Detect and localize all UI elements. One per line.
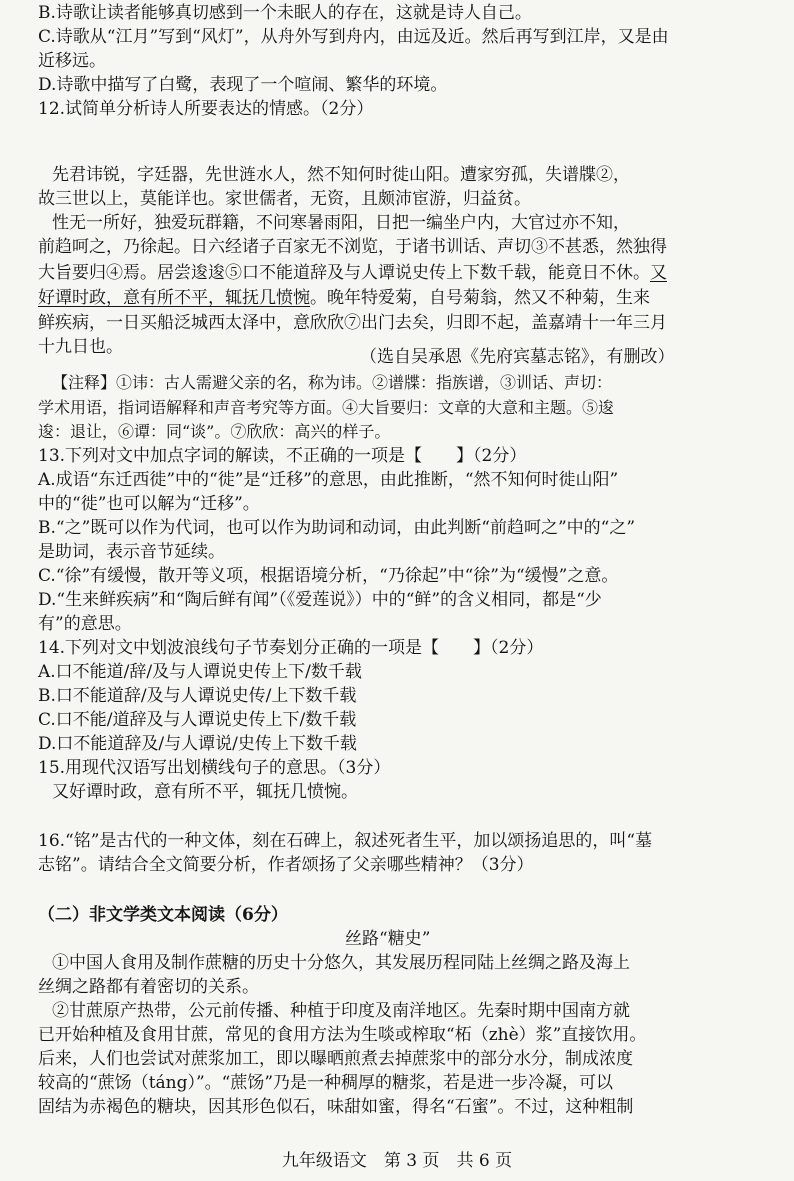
q11-option-d: D.诗歌中描写了白鹭，表现了一个喧闹、繁华的环境。	[38, 75, 448, 95]
passage-line: 鲜疾病，一日买船泛城西太泽中，意欣欣⑦出门去矣，归即不起，盖嘉靖十一年三月	[38, 313, 667, 333]
article-line: ②甘蔗原产热带，公元前传播、种植于印度及南洋地区。先秦时期中国南方就	[52, 1001, 630, 1021]
q15-sentence: 又好谭时政，意有所不平，辄抚几愤惋。	[52, 782, 358, 802]
q13-option-a-cont: 中的“徙”也可以解为“迁移”。	[38, 494, 260, 514]
question-14: 14.下列对文中划波浪线句子节奏划分正确的一项是【 】（2分）	[38, 638, 544, 658]
question-15: 15.用现代汉语写出划横线句子的意思。（3分）	[38, 758, 391, 778]
question-16-cont: 志铭”。请结合全文简要分析，作者颂扬了父亲哪些精神？（3分）	[38, 855, 534, 875]
article-line: 固结为赤褐色的糖块，因其形色似石，味甜如蜜，得名“石蜜”。不过，这种粗制	[38, 1097, 634, 1117]
q14-option-c: C.口不能/道辞及与人谭说史传上下/数千载	[38, 710, 357, 730]
q11-option-b: B.诗歌让读者能够真切感到一个未眠人的存在，这就是诗人自己。	[38, 3, 532, 23]
q13-option-d-cont: 有”的意思。	[38, 614, 132, 634]
q14-option-d: D.口不能道辞及/与人谭说/史传上下数千载	[38, 734, 357, 754]
q11-option-c: C.诗歌从“江月”写到“风灯”，从舟外写到舟内，由远及近。然后再写到江岸，又是由	[38, 27, 669, 47]
page-footer: 九年级语文 第 3 页 共 6 页	[281, 1151, 513, 1171]
section-heading: （二）非文学类文本阅读（6分）	[38, 905, 288, 925]
question-13: 13.下列对文中加点字词的解读，不正确的一项是【 】（2分）	[38, 446, 527, 466]
passage-line: 故三世以上，莫能详也。家世儒者，无资，且颇沛宦游，归益贫。	[38, 189, 531, 209]
article-line: ①中国人食用及制作蔗糖的历史十分悠久，其发展历程同陆上丝绸之路及海上	[52, 953, 630, 973]
passage-text: 大旨要归④焉。居尝逡逡⑤口不能道辞及与人谭说史传上下数千载，能竟日不休。	[38, 263, 650, 283]
q13-option-c: C.“徐”有缓慢，散开等义项，根据语境分析，“乃徐起”中“徐”为“缓慢”之意。	[38, 566, 619, 586]
q13-option-a: A.成语“东迁西徙”中的“徙”是“迁移”的意思，由此推断，“然不知何时徙山阳”	[38, 470, 619, 490]
passage-line: 先君讳锐，字廷器，先世涟水人，然不知何时徙山阳。遭家穷孤，失谱牒②，	[52, 165, 630, 185]
passage-line	[38, 287, 650, 309]
passage-line: 前趋呵之，乃徐起。日六经诸子百家无不浏览，于诸书训话、声切③不甚悉，然独得	[38, 237, 667, 257]
passage-line: 十九日也。	[38, 337, 123, 357]
article-title: 丝路“糖史”	[345, 929, 431, 949]
question-16: 16.“铭”是古代的一种文体，刻在石碑上，叙述死者生平，加以颂扬追思的，叫“墓	[38, 831, 653, 851]
q13-option-d: D.“生来鲜疾病”和“陶后鲜有闻”（《爱莲说》）中的“鲜”的含义相同，都是“少	[38, 590, 602, 610]
annotation-line: 逡：退让，⑥谭：同“谈”。⑦欣欣：高兴的样子。	[38, 422, 391, 441]
annotation-line: 学术用语，指词语解释和声音考究等方面。④大旨要归：文章的大意和主题。⑤逡	[38, 398, 615, 417]
passage-source: （选自吴承恩《先府宾墓志铭》，有删改）	[360, 347, 675, 367]
q13-option-b-cont: 是助词，表示音节延续。	[38, 542, 225, 562]
annotation-line: 【注释】①讳：古人需避父亲的名，称为讳。②谱牒：指族谱，③训话、声切：	[52, 373, 613, 392]
question-12: 12.试简单分析诗人所要表达的情感。（2分）	[38, 99, 374, 119]
passage-line: 性无一所好，独爱玩群籍，不问寒暑雨阳，日把一编坐户内，大官过亦不知，	[52, 213, 630, 233]
q14-option-a: A.口不能道/辞/及与人谭说史传上下/数千载	[38, 662, 362, 682]
passage-text: 。晚年特爱菊，自号菊翁，然又不种菊，生来	[310, 288, 650, 308]
article-line: 已开始种植及食用甘蔗，常见的食用方法为生啖或榨取“柘（zhè）浆”直接饮用。	[38, 1025, 647, 1045]
underlined-sentence: 又	[650, 263, 667, 283]
q11-option-c-cont: 近移远。	[38, 51, 106, 71]
passage-line	[38, 262, 667, 284]
underlined-sentence: 好谭时政，意有所不平，辄抚几愤惋	[38, 288, 310, 308]
article-line: 丝绸之路都有着密切的关系。	[38, 977, 259, 997]
q13-option-b: B.“之”既可以作为代词，也可以作为助词和动词，由此判断“前趋呵之”中的“之”	[38, 518, 636, 538]
article-line: 较高的“蔗饧（táng）”。“蔗饧”乃是一种稠厚的糖浆，若是进一步冷凝，可以	[38, 1073, 614, 1093]
article-line: 后来，人们也尝试对蔗浆加工，即以曝晒煎煮去掉蔗浆中的部分水分，制成浓度	[38, 1049, 633, 1069]
q14-option-b: B.口不能道辞/及与人谭说史传/上下数千载	[38, 686, 357, 706]
